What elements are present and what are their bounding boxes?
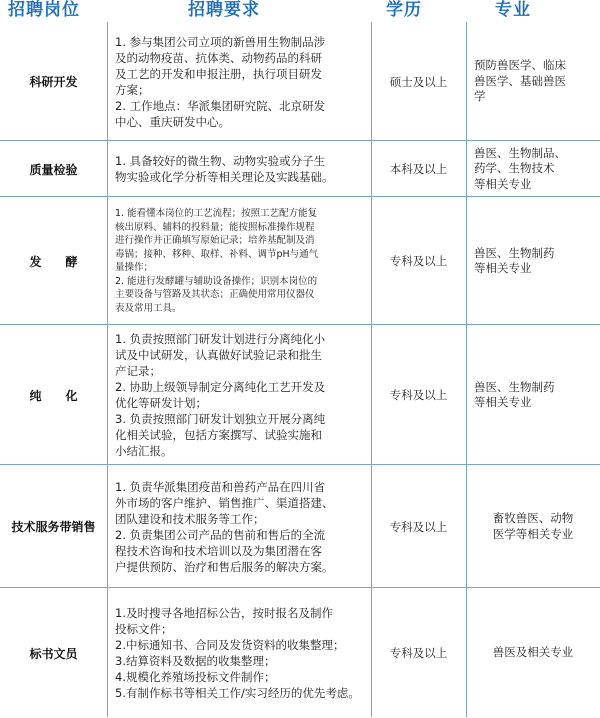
position-cell: 技术服务带销售 bbox=[11, 520, 96, 534]
requirements-text: 1.及时搜寻各地招标公告，按时报名及制作 投标文件； 2.中标通知书、合同及发货资料的收集整理； 3.结算资料及数据的收集整理； 4.规模化养殖场投标文件制作； 5.有制作标书等相关工作/实习经历的优先考虑。 bbox=[115, 606, 360, 700]
table-row bbox=[0, 197, 600, 325]
requirements-cell bbox=[115, 465, 367, 588]
table-row bbox=[0, 22, 600, 141]
requirements-text: 1. 能看懂本岗位的工艺流程；按照工艺配方能复 核出原料、辅料的投料量；能按照标准操作规程 进行操作并正确填写原始记录；培养基配制及消 毒锅；接种、移种、取样、补料、调节pH与通气 量操作； 2. 能进行发酵罐与辅助设备操作；识别本岗位的 主要设备与管路及其状态；正确使用常用仪器仪 表及常用工具。 bbox=[115, 208, 319, 314]
major-cell: 兽医、生物制药 等相关专业 bbox=[474, 245, 555, 275]
table-row bbox=[0, 141, 600, 197]
table-header bbox=[0, 0, 600, 22]
header-education: 学历 bbox=[386, 0, 422, 20]
education-cell: 本科及以上 bbox=[389, 162, 448, 176]
major-cell: 兽医、生物制药 等相关专业 bbox=[474, 379, 555, 409]
requirements-cell bbox=[115, 141, 367, 197]
position-cell: 纯 化 bbox=[29, 388, 78, 403]
major-cell: 兽医及相关专业 bbox=[492, 645, 574, 660]
requirements-text: 1. 具备较好的微生物、动物实验或分子生 物实验或化学分析等相关理论及实践基础。 bbox=[115, 154, 334, 184]
requirements-text: 1. 负责华派集团疫苗和兽药产品在四川省 外市场的客户维护、销售推广、渠道搭建、 团队建设和技术服务等工作； 2. 负责集团公司产品的售前和售后的全流 程技术咨询和技术培训以及为集团潜在客 户提供预防、治疗和售后服务的解决方案。 bbox=[115, 479, 334, 574]
education-cell: 专科及以上 bbox=[389, 388, 448, 402]
requirements-cell bbox=[115, 197, 367, 325]
requirements-cell bbox=[115, 588, 367, 718]
education-cell: 专科及以上 bbox=[389, 519, 448, 534]
major-cell: 预防兽医学、临床 兽医学、基础兽医 学 bbox=[474, 58, 566, 104]
major-cell: 兽医、生物制品、 药学、生物技术 等相关专业 bbox=[474, 145, 566, 191]
table-row bbox=[0, 465, 600, 588]
education-cell: 专科及以上 bbox=[389, 646, 448, 660]
requirements-cell bbox=[115, 22, 367, 141]
header-requirements: 招聘要求 bbox=[188, 0, 260, 20]
education-cell: 硕士及以上 bbox=[389, 74, 448, 89]
position-cell: 科研开发 bbox=[29, 75, 78, 89]
requirements-cell bbox=[115, 325, 367, 465]
major-cell: 畜牧兽医、动物 医学等相关专业 bbox=[492, 511, 574, 541]
position-cell: 标书文员 bbox=[29, 646, 78, 661]
position-cell: 发 酵 bbox=[29, 254, 78, 269]
requirements-text: 1. 参与集团公司立项的新兽用生物制品涉 及的动物疫苗、抗体类、动物药品的科研 及工艺的开发和申报注册，执行项目研发 方案； 2. 工作地点：华派集团研究院、北京研发 中心、重庆研发中心。 bbox=[115, 34, 326, 129]
table-row bbox=[0, 588, 600, 718]
requirements-text: 1. 负责按照部门研发计划进行分离纯化小 试及中试研发，认真做好试验记录和批生 产记录； 2. 协助上级领导制定分离纯化工艺开发及 优化等研发计划； 3. 负责按照部门研发计划独立开展分离纯 化相关试验，包括方案撰写、试验实施和 小结汇报。 bbox=[115, 332, 326, 458]
position-cell: 质量检验 bbox=[29, 162, 78, 177]
header-major: 专业 bbox=[495, 0, 531, 20]
header-position: 招聘岗位 bbox=[8, 0, 80, 20]
education-cell: 专科及以上 bbox=[389, 254, 448, 268]
table-row bbox=[0, 325, 600, 465]
